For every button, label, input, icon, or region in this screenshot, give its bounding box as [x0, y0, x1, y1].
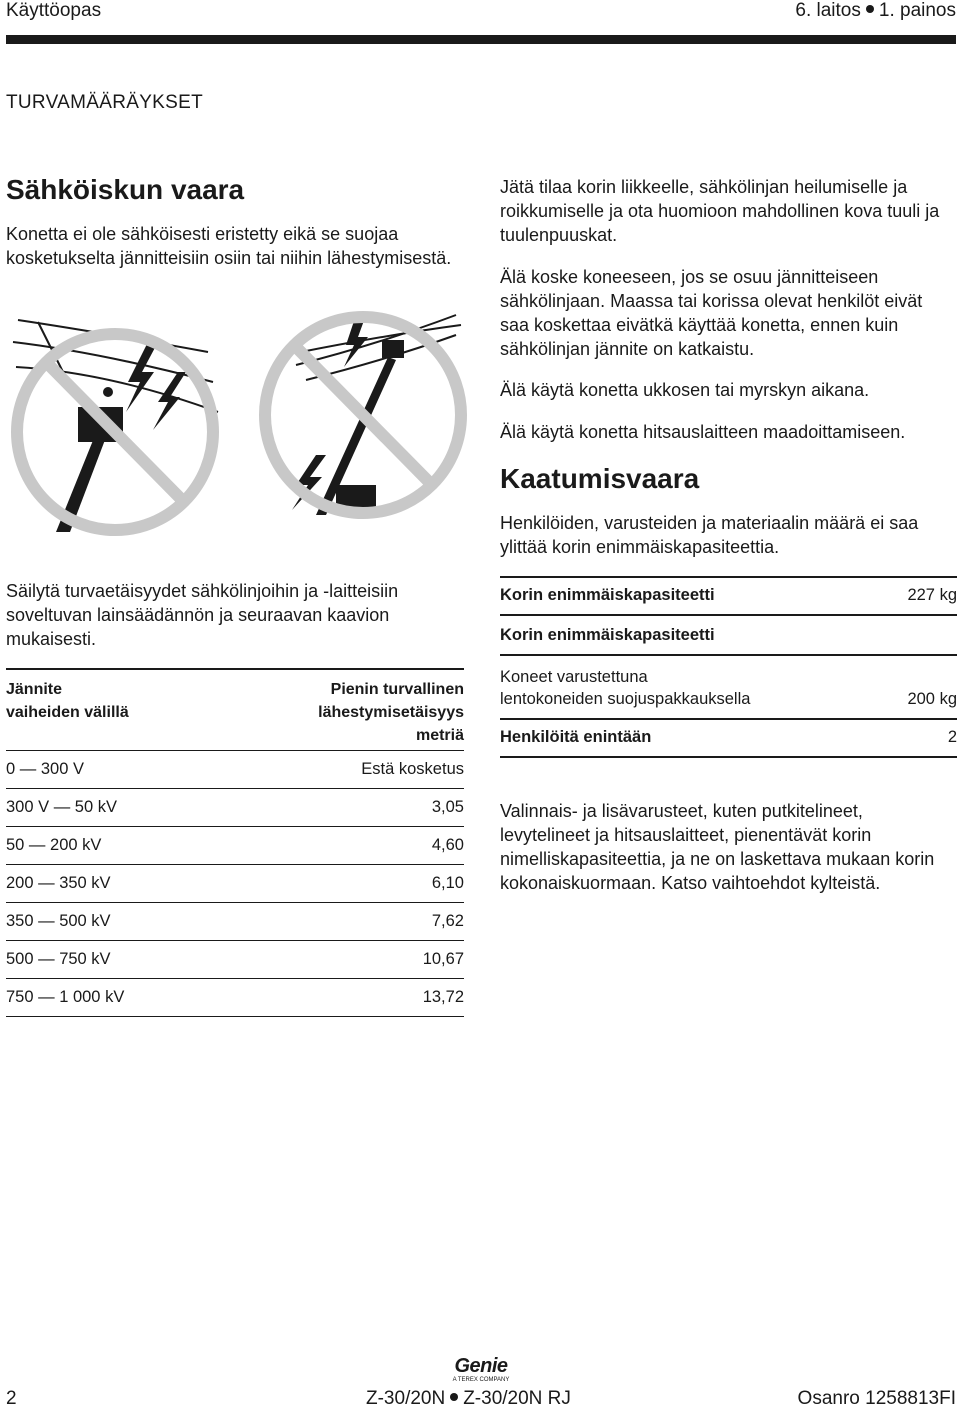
header-distance-line3: metriä — [415, 727, 464, 744]
part-number: Osanro 1258813FI — [797, 1388, 956, 1409]
table-row — [6, 903, 464, 941]
clearance-table — [6, 668, 464, 1017]
manual-title: Käyttöopas — [6, 0, 102, 21]
accessories-note: Valinnais- ja lisävarusteet, kuten putkitelineet, levytelineet ja hitsauslaitteet, pienentävät korin nimelliskapasiteettia, ja ne on laskettava mukaan korin kokonaiskuormaan. Katso vaihtoehdot kylteistä. — [500, 801, 935, 893]
distance-cell: 13,72 — [422, 988, 464, 1006]
clearance-table-header — [6, 670, 464, 751]
table-row — [6, 789, 464, 827]
capacity-value: 227 kg — [907, 586, 957, 604]
logo-subline: A TEREX COMPANY — [452, 1377, 510, 1383]
electrocution-heading: Sähköiskun vaara — [6, 174, 245, 205]
welding-ground-warning-text: Älä käytä konetta hitsauslaitteen maadoittamiseen. — [500, 422, 906, 442]
no-contact-power-line-lift-icon — [256, 305, 470, 525]
electrocution-intro: Konetta ei ole sähköisesti eristetty eikä se suojaa kosketukselta jännitteisiin osiin tai niihin lähestymisestä. — [6, 224, 452, 268]
contact-warning-text: Älä koske koneeseen, jos se osuu jännitteiseen sähkölinjaan. Maassa tai korissa olevat henkilöt eivät saa koskettaa eivätkä käyttää konetta, ennen kuin sähkölinjan jännite on katkaistu. — [500, 267, 923, 359]
table-row — [500, 576, 957, 614]
bullet-dot-icon — [866, 5, 874, 13]
distance-cell: 3,05 — [431, 798, 464, 816]
distance-cell: 10,67 — [422, 950, 464, 968]
edition-label: 6. laitos — [795, 0, 861, 21]
page-number: 2 — [6, 1388, 17, 1409]
table-row — [500, 614, 957, 654]
distance-cell: 7,62 — [431, 912, 464, 930]
logo-wordmark: Genie — [454, 1355, 508, 1377]
genie-logo — [445, 1356, 517, 1384]
clearance-wind-text: Jätä tilaa korin liikkeelle, sähkölinjan heilumiselle ja roikkumiselle ja ota huomioon mahdollinen kova tuuli ja tuulenpuuskat. — [500, 177, 940, 245]
table-row — [6, 751, 464, 789]
capacity-label-line1: Koneet varustettuna — [500, 668, 648, 686]
header-distance-line2: lähestymisetäisyys — [318, 704, 464, 721]
model-info — [366, 1388, 571, 1410]
header-voltage-line2: vaiheiden välillä — [6, 704, 129, 721]
section-title: TURVAMÄÄRÄYKSET — [6, 92, 204, 113]
clearance-text: Säilytä turvaetäisyydet sähkölinjoihin ja -laitteisiin soveltuvan lainsäädännön ja seuraavan kaavion mukaisesti. — [6, 581, 399, 649]
model-a: Z-30/20N — [366, 1388, 446, 1409]
printing-label: 1. painos — [878, 0, 956, 21]
table-row — [500, 654, 957, 718]
edition-info — [795, 0, 956, 22]
distance-cell: 6,10 — [431, 874, 464, 892]
voltage-cell: 300 V — 50 kV — [6, 798, 117, 816]
table-row — [6, 941, 464, 979]
table-row — [500, 718, 957, 758]
capacity-label — [500, 666, 750, 718]
voltage-cell: 500 — 750 kV — [6, 950, 111, 968]
bullet-dot-icon — [450, 1393, 458, 1401]
capacity-table — [500, 576, 957, 758]
header-distance-line1: Pienin turvallinen — [330, 681, 464, 698]
model-b: Z-30/20N RJ — [463, 1388, 571, 1409]
storm-warning-text: Älä käytä konetta ukkosen tai myrskyn aikana. — [500, 380, 870, 400]
capacity-label-line2: lentokoneiden suojuspakkauksella — [500, 690, 751, 708]
voltage-cell: 750 — 1 000 kV — [6, 988, 125, 1006]
voltage-cell: 350 — 500 kV — [6, 912, 111, 930]
capacity-value: 200 kg — [907, 690, 957, 708]
header-rule — [6, 35, 956, 44]
table-row — [6, 865, 464, 903]
header-voltage-line1: Jännite — [6, 681, 63, 698]
no-contact-power-line-boom-icon — [8, 312, 222, 542]
voltage-cell: 200 — 350 kV — [6, 874, 111, 892]
distance-cell: Estä kosketus — [361, 760, 464, 778]
table-row — [6, 827, 464, 865]
tipover-heading: Kaatumisvaara — [500, 463, 700, 494]
table-row — [6, 979, 464, 1017]
voltage-cell: 0 — 300 V — [6, 760, 84, 778]
capacity-label: Henkilöitä enintään — [500, 728, 652, 746]
capacity-label: Korin enimmäiskapasiteetti — [500, 586, 715, 604]
voltage-cell: 50 — 200 kV — [6, 836, 102, 854]
distance-cell: 4,60 — [431, 836, 464, 854]
capacity-value: 2 — [947, 728, 957, 746]
tipover-intro: Henkilöiden, varusteiden ja materiaalin määrä ei saa ylittää korin enimmäiskapasiteettia. — [500, 513, 919, 557]
capacity-label: Korin enimmäiskapasiteetti — [500, 626, 715, 644]
